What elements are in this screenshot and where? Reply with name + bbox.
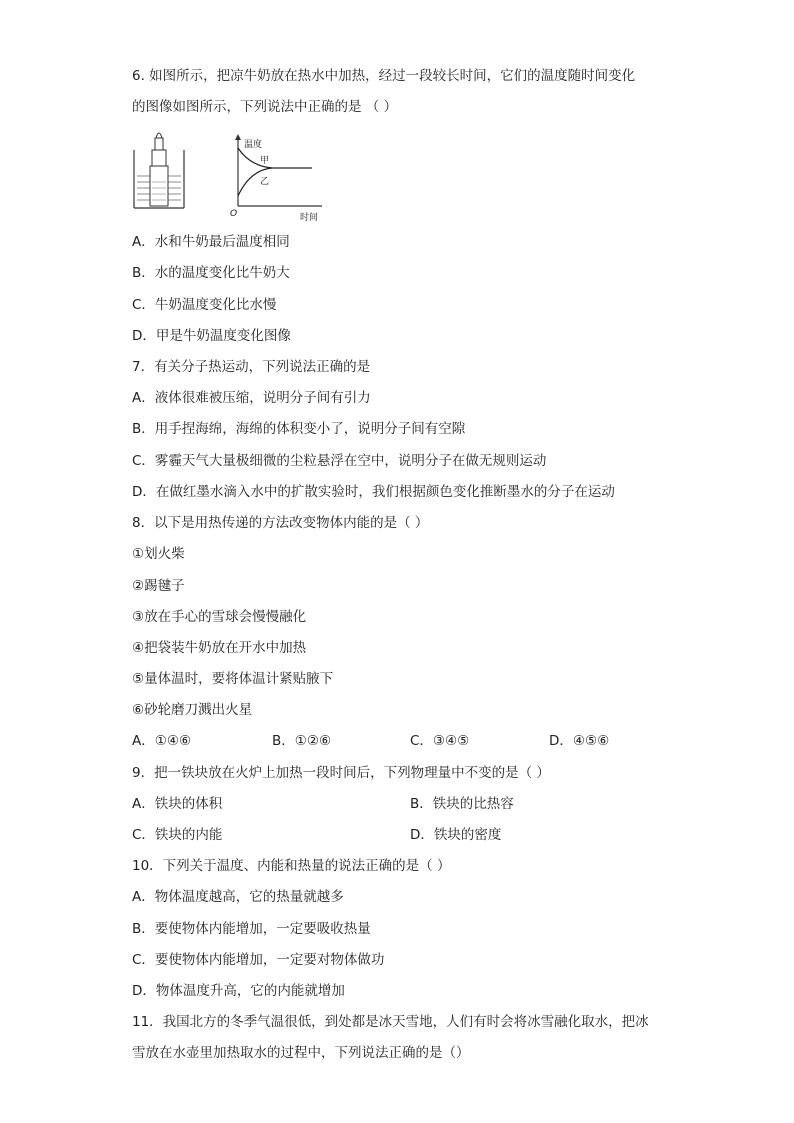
curve-jia [238, 148, 312, 168]
q6-figure [132, 126, 332, 222]
q9-option-c: C．铁块的内能 [132, 827, 223, 843]
q6-option-a: A．水和牛奶最后温度相同 [132, 234, 290, 250]
q9-option-b: B．铁块的比热容 [410, 796, 514, 812]
q8-stem: 8．以下是用热传递的方法改变物体内能的是（ ） [132, 515, 429, 531]
label-jia: 甲 [260, 156, 270, 166]
q10-stem: 10．下列关于温度、内能和热量的说法正确的是（ ） [132, 858, 451, 874]
q7-stem: 7．有关分子热运动，下列说法正确的是 [132, 359, 371, 375]
q6-option-d: D．甲是牛奶温度变化图像 [132, 328, 291, 344]
q9-option-d: D．铁块的密度 [410, 827, 502, 843]
q6-stem-line2: 的图像如图所示，下列说法中正确的是 （ ） [132, 99, 398, 115]
q10-option-d: D．物体温度升高，它的内能就增加 [132, 983, 345, 999]
q8-item-2: ②踢毽子 [132, 578, 185, 594]
q6-option-c: C．牛奶温度变化比水慢 [132, 297, 277, 313]
q8-item-5: ⑤量体温时，要将体温计紧贴腋下 [132, 671, 334, 687]
q7-option-a: A．液体很难被压缩，说明分子间有引力 [132, 390, 371, 406]
q9-stem: 9．把一铁块放在火炉上加热一段时间后，下列物理量中不变的是（ ） [132, 765, 550, 781]
q8-option-d: D．④⑤⑥ [549, 733, 610, 749]
q11-stem-line1: 11．我国北方的冬季气温很低，到处都是冰天雪地，人们有时会将冰雪融化取水，把冰 [132, 1014, 649, 1030]
q7-option-b: B．用手捏海绵，海绵的体积变小了，说明分子间有空隙 [132, 421, 466, 437]
q8-item-6: ⑥砂轮磨刀溅出火星 [132, 702, 253, 718]
x-axis-label: 时间 [300, 213, 319, 222]
q8-option-b: B．①②⑥ [272, 733, 332, 749]
q9-option-a: A．铁块的体积 [132, 796, 223, 812]
q8-option-c: C．③④⑤ [410, 733, 470, 749]
q8-option-a: A．①④⑥ [132, 733, 192, 749]
q8-item-3: ③放在手心的雪球会慢慢融化 [132, 609, 307, 625]
label-yi: 乙 [260, 177, 270, 187]
q6-option-b: B．水的温度变化比牛奶大 [132, 265, 290, 281]
q7-option-d: D．在做红墨水滴入水中的扩散实验时，我们根据颜色变化推断墨水的分子在运动 [132, 484, 615, 500]
origin-label: O [230, 209, 238, 219]
q10-option-c: C．要使物体内能增加，一定要对物体做功 [132, 952, 385, 968]
q6-stem-line1: 6. 如图所示，把凉牛奶放在热水中加热，经过一段较长时间，它们的温度随时间变化 [132, 68, 636, 84]
q8-item-4: ④把袋装牛奶放在开水中加热 [132, 640, 307, 656]
temperature-time-graph [230, 134, 322, 222]
beaker-with-milk-bottle [134, 133, 184, 208]
q10-option-a: A．物体温度越高，它的热量就越多 [132, 889, 344, 905]
y-axis-label: 温度 [244, 140, 263, 150]
q10-option-b: B．要使物体内能增加，一定要吸收热量 [132, 921, 371, 937]
q6-diagram [132, 126, 332, 222]
q11-stem-line2: 雪放在水壶里加热取水的过程中，下列说法正确的是（） [132, 1045, 470, 1061]
q8-item-1: ①划火柴 [132, 546, 185, 562]
q7-option-c: C．雾霾天气大量极细微的尘粒悬浮在空中，说明分子在做无规则运动 [132, 453, 547, 469]
